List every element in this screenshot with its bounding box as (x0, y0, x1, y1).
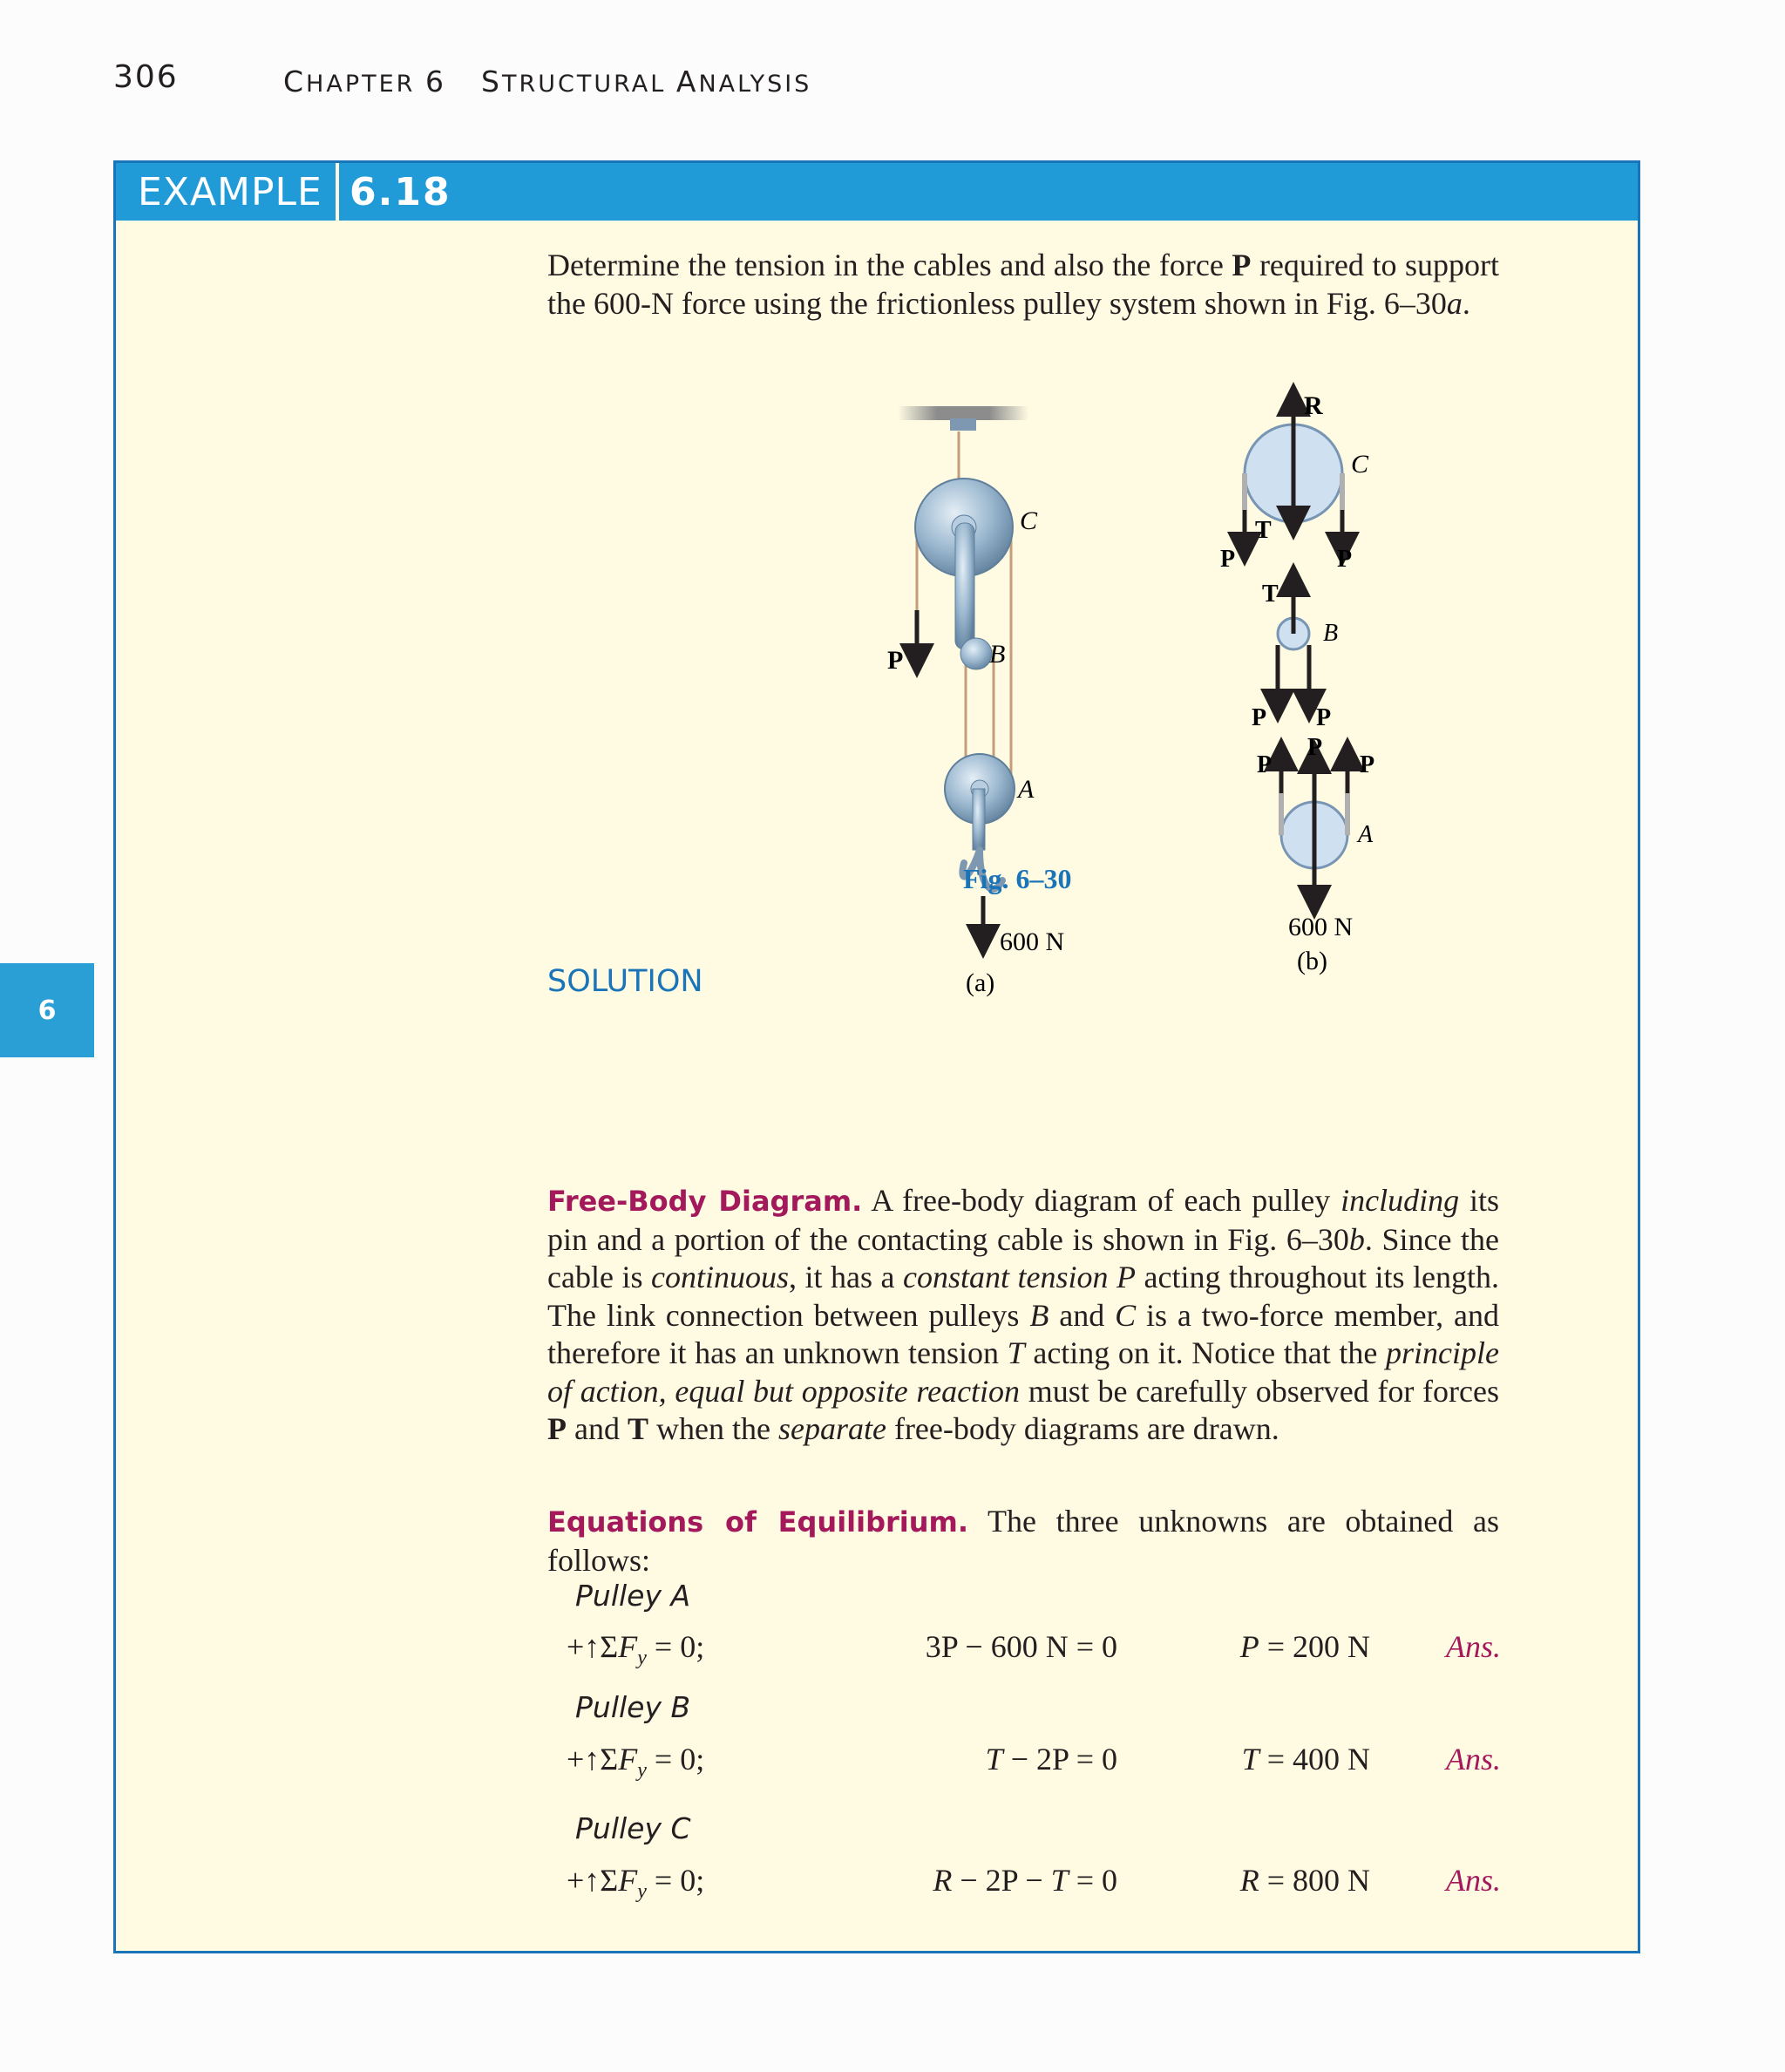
fig-a-load-label: 600 N (1000, 927, 1065, 956)
eq-heading: Equations of Equilibrium. (547, 1505, 969, 1539)
fig-b-R: R (1304, 391, 1323, 420)
sum-forces: $+↑\Sigma F_y = 0$; (567, 1629, 705, 1670)
fig-b-sublabel: (b) (1297, 947, 1327, 975)
fig-b-P-a3: P (1360, 751, 1375, 778)
equation-row (567, 1628, 1501, 1672)
equation-row (567, 1862, 1501, 1906)
pulley-label: Pulley C (575, 1811, 691, 1845)
fig-b-T-bottom: T (1262, 581, 1279, 608)
figure-caption: Fig. 6–30 (963, 863, 1072, 894)
fig-a-C-label: C (1020, 506, 1038, 535)
fig-b-P-a1: P (1257, 751, 1273, 778)
fig-b-C: C (1351, 450, 1369, 479)
fbd-body: A free-body diagram of each pulley including its pin and a portion of the contacting cable is shown in Fig. 6–30b. Since the cable is continuous, it has a constant tension P acting throughout its length. The link connection between pulleys B and C is a two-force member, and therefore it has an unknown tension T acting on it. Notice that the principle of action, equal but opposite reaction must be carefully observed for forces P and T when the separate free-body diagrams are drawn. (547, 1183, 1500, 1446)
figure-b (1220, 391, 1374, 975)
answer-tag: Ans. (1446, 1863, 1501, 1898)
example-label: EXAMPLE (138, 170, 322, 214)
equation: 3P − 600 N = 0 (925, 1629, 1117, 1664)
equation-row (567, 1741, 1501, 1784)
fig-a-B-label: B (989, 640, 1006, 669)
fig-b-P-left: P (1220, 546, 1236, 573)
fbd-paragraph (547, 1182, 1499, 1449)
result: T = 400 N (1241, 1742, 1370, 1776)
equation: T − 2P = 0 (985, 1742, 1117, 1776)
answer-tag: Ans. (1446, 1742, 1501, 1776)
solution-heading: SOLUTION (547, 964, 703, 999)
page-number: 306 (113, 59, 179, 95)
fig-b-P-b1: P (1252, 704, 1267, 731)
answer-tag: Ans. (1446, 1629, 1501, 1664)
equation: R − 2P − T = 0 (933, 1863, 1117, 1898)
fig-b-P-b2: P (1316, 704, 1332, 731)
pulley-label: Pulley B (575, 1690, 691, 1724)
equilibrium-paragraph (547, 1503, 1499, 1579)
sum-forces: $+↑\Sigma F_y = 0$; (567, 1863, 705, 1904)
chapter-title: CHAPTER 6 STRUCTURAL ANALYSIS (283, 65, 812, 99)
sum-forces: $+↑\Sigma F_y = 0$; (567, 1742, 705, 1783)
fig-a-P-label: P (887, 646, 904, 675)
fig-b-P-right: P (1337, 546, 1353, 573)
fig-b-P-a2: P (1307, 734, 1323, 761)
fig-a-sublabel: (a) (966, 968, 995, 997)
fig-a-A-label: A (1018, 775, 1035, 804)
pulley-label: Pulley A (575, 1579, 691, 1613)
result: P = 200 N (1239, 1629, 1370, 1664)
fbd-heading: Free-Body Diagram. (547, 1185, 863, 1218)
fig-b-B: B (1323, 620, 1339, 647)
example-number: 6.18 (350, 170, 451, 214)
fig-b-load-label: 600 N (1288, 913, 1354, 941)
fig-b-A: A (1358, 821, 1374, 848)
figure-a (887, 406, 1064, 997)
fig-b-T-top: T (1255, 517, 1272, 544)
result: R = 800 N (1239, 1863, 1370, 1898)
eq-intro: The three unknowns are obtained as follows: (547, 1504, 1500, 1578)
chapter-side-tab: 6 (0, 963, 94, 1057)
problem-statement: Determine the tension in the cables and also the force P required to support the 600-N force using the frictionless pulley system shown in Fig. 6–30a. (547, 248, 1500, 321)
